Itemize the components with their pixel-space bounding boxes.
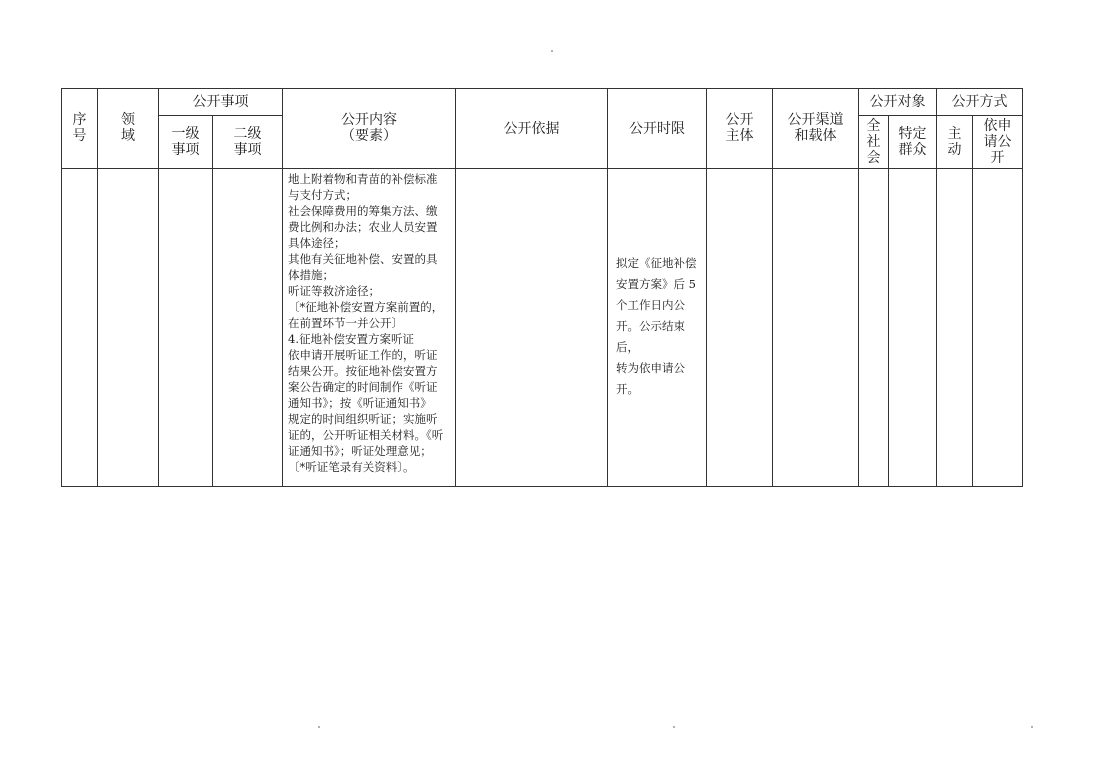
cell-item-level1 (159, 169, 213, 487)
disclosure-table-container (61, 88, 1023, 487)
header-method-active: 主 动 (937, 116, 973, 169)
scan-speck (673, 726, 675, 728)
cell-basis (456, 169, 608, 487)
header-method-on-request: 依申 请公 开 (973, 116, 1023, 169)
header-time-limit: 公开时限 (608, 89, 707, 169)
time-limit-text: 拟定《征地补偿 安置方案》后 5 个工作日内公 开。公示结束后， 转为依申请公 开。 (616, 256, 697, 396)
cell-target-public (859, 169, 889, 487)
disclosure-table (61, 88, 1023, 487)
cell-item-level2 (213, 169, 283, 487)
cell-subject (707, 169, 773, 487)
header-domain: 领 域 (98, 89, 159, 169)
cell-seq (62, 169, 98, 487)
scan-speck (318, 726, 320, 728)
header-subject: 公开 主体 (707, 89, 773, 169)
cell-method-active (937, 169, 973, 487)
header-seq: 序 号 (62, 89, 98, 169)
scan-speck (551, 50, 553, 52)
header-target-public: 全 社 会 (859, 116, 889, 169)
header-target-specific: 特定 群众 (889, 116, 937, 169)
header-item-level2: 二级 事项 (213, 116, 283, 169)
cell-channel (773, 169, 859, 487)
cell-domain (98, 169, 159, 487)
cell-time-limit (608, 169, 707, 487)
header-basis: 公开依据 (456, 89, 608, 169)
cell-target-specific (889, 169, 937, 487)
header-channel: 公开渠道 和载体 (773, 89, 859, 169)
header-row-1 (62, 89, 1023, 116)
cell-content (283, 169, 456, 487)
header-items-group: 公开事项 (159, 89, 283, 116)
header-content: 公开内容 （要素） (283, 89, 456, 169)
header-item-level1: 一级 事项 (159, 116, 213, 169)
scan-speck (1031, 726, 1033, 728)
cell-method-on-request (973, 169, 1023, 487)
header-target-group: 公开对象 (859, 89, 937, 116)
table-row (62, 169, 1023, 487)
content-text: 地上附着物和青苗的补偿标准 与支付方式； 社会保障费用的筹集方法、缴 费比例和办法；农业人员安置 具体途径； 其他有关征地补偿、安置的具 体措施； 听证等救济途径； 〔*征地补偿安置方案前置的， 在前置环节一并公开〕 4.征地补偿安置方案听证 依申请开展听证工作的，听证 结果公开。按征地补偿安置方 案公告确定的时间制作《听证 通知书》；按《听证通知书》 规定的时间组织听证；实施听 证的，公开听证相关材料。《听 证通知书》；听证处理意见； 〔*听证笔录有关资料〕。 (288, 172, 444, 474)
header-method-group: 公开方式 (937, 89, 1023, 116)
